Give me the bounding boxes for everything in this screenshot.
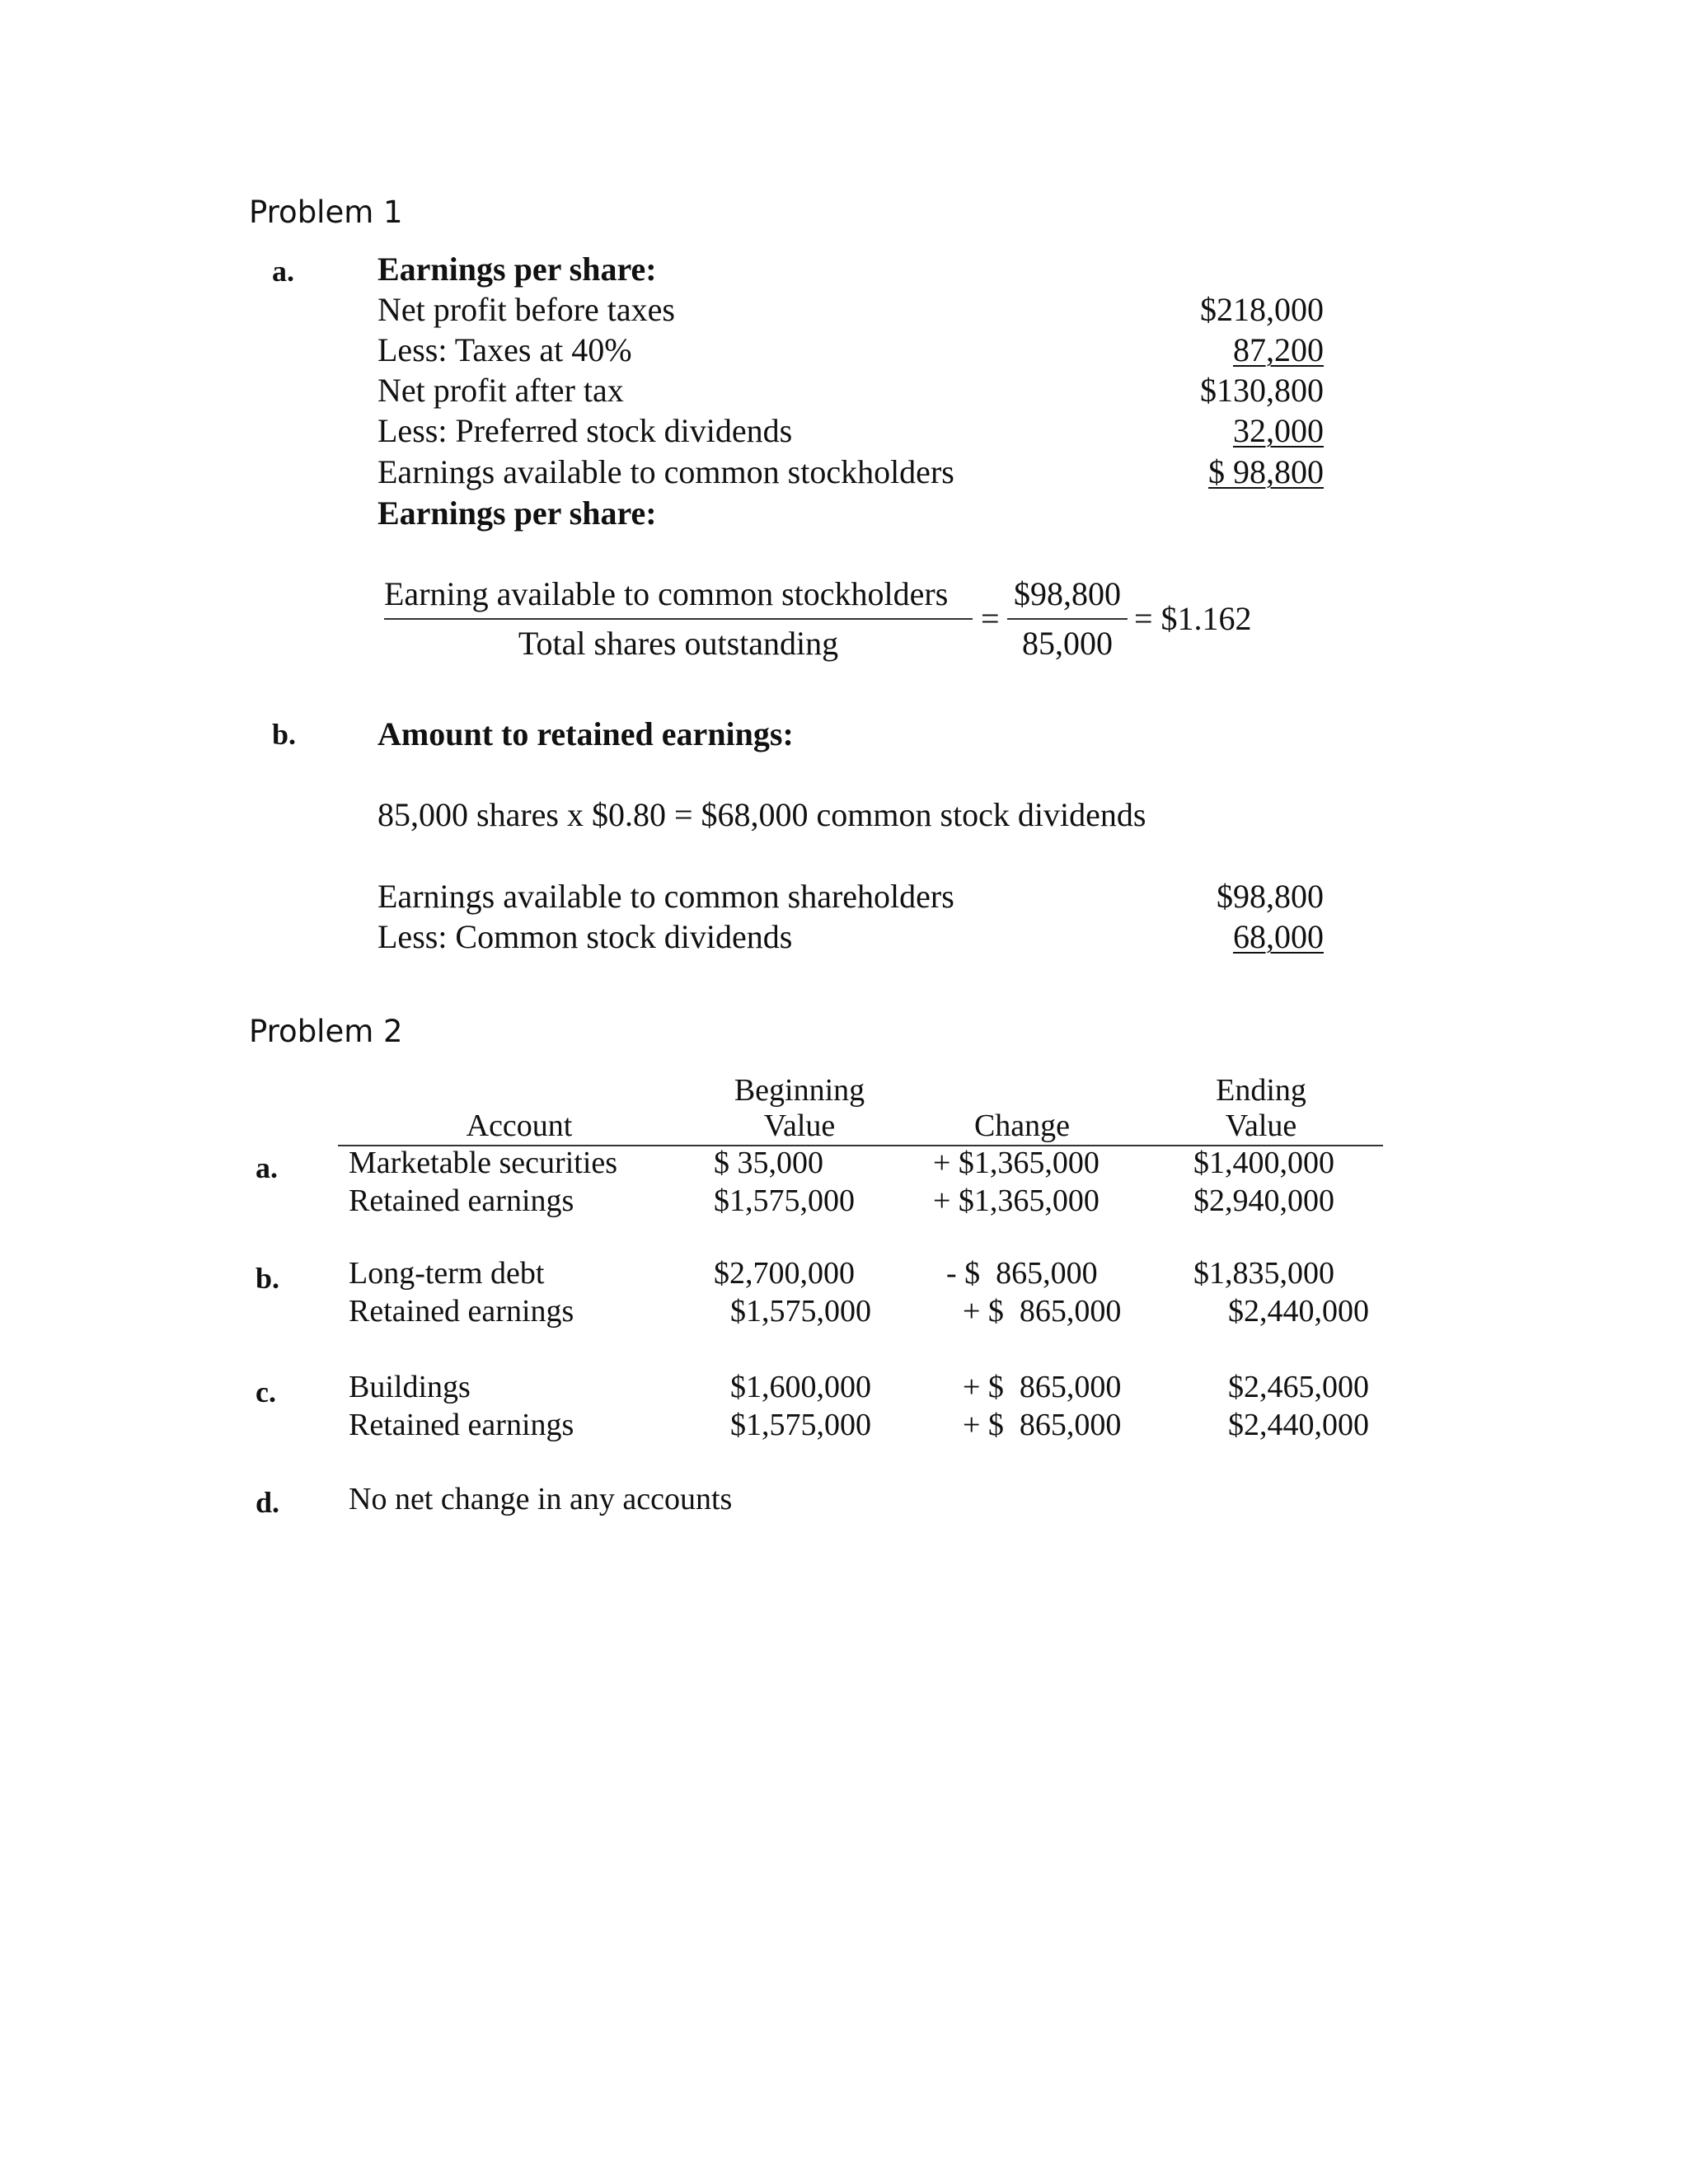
row-label-net-profit-before-taxes: Net profit before taxes <box>377 291 675 328</box>
row-label-preferred-dividends: Less: Preferred stock dividends <box>377 412 793 449</box>
formula-equals-sign: = <box>981 600 1000 637</box>
eps-subtitle: Earnings per share: <box>377 494 657 532</box>
problem-2-heading: Problem 2 <box>249 1014 403 1049</box>
table-ending: $1,835,000 <box>1193 1256 1334 1291</box>
row-value-net-profit-after-tax: $130,800 <box>1200 372 1324 409</box>
eps-title: Earnings per share: <box>377 251 657 288</box>
row-label-net-profit-after-tax: Net profit after tax <box>377 372 624 409</box>
table-account: Marketable securities <box>349 1146 618 1180</box>
table-beginning: $1,575,000 <box>714 1183 855 1218</box>
fraction-bar-right <box>1007 618 1128 620</box>
table-account: Long-term debt <box>349 1256 545 1291</box>
table-account: Retained earnings <box>349 1183 574 1218</box>
col-header-change: Change <box>973 1108 1071 1143</box>
row-value-preferred-dividends: 32,000 <box>1233 412 1324 449</box>
table-account: Retained earnings <box>349 1294 574 1329</box>
table-ending: $2,440,000 <box>1228 1294 1369 1329</box>
table-ending: $2,940,000 <box>1193 1183 1334 1218</box>
table-part-a-label: a. <box>256 1151 278 1184</box>
table-beginning: $ 35,000 <box>714 1146 823 1180</box>
row-label-taxes: Less: Taxes at 40% <box>377 331 632 368</box>
formula-numerator-value: $98,800 <box>1014 575 1121 612</box>
table-part-c-label: c. <box>256 1376 276 1408</box>
table-change: + $1,365,000 <box>933 1183 1100 1218</box>
retained-earnings-title: Amount to retained earnings: <box>377 715 794 752</box>
row-label-earnings-available: Earnings available to common stockholders <box>377 453 954 490</box>
table-beginning: $2,700,000 <box>714 1256 855 1291</box>
table-beginning: $1,600,000 <box>730 1370 871 1404</box>
col-header-ending-bottom: Value <box>1225 1108 1297 1143</box>
formula-result: = $1.162 <box>1134 600 1252 637</box>
table-part-b-label: b. <box>256 1262 280 1295</box>
table-change: - $ 865,000 <box>946 1256 1098 1291</box>
table-change: + $1,365,000 <box>933 1146 1100 1180</box>
col-header-beginning-top: Beginning <box>734 1073 865 1108</box>
row-value-earnings-available-shareholders: $98,800 <box>1217 878 1324 915</box>
table-part-d-label: d. <box>256 1486 280 1519</box>
fraction-bar-left <box>384 618 973 620</box>
table-beginning: $1,575,000 <box>730 1294 871 1329</box>
table-ending: $1,400,000 <box>1193 1146 1334 1180</box>
no-change-note: No net change in any accounts <box>349 1482 733 1516</box>
table-change: + $ 865,000 <box>963 1294 1122 1329</box>
table-ending: $2,440,000 <box>1228 1408 1369 1442</box>
table-account: Retained earnings <box>349 1408 574 1442</box>
problem-1-heading: Problem 1 <box>249 194 403 230</box>
formula-numerator-text: Earning available to common stockholders <box>384 575 949 612</box>
row-value-common-dividends: 68,000 <box>1233 918 1324 955</box>
row-value-earnings-available: $ 98,800 <box>1208 453 1324 490</box>
table-change: + $ 865,000 <box>963 1370 1122 1404</box>
col-header-beginning-bottom: Value <box>763 1108 836 1143</box>
row-label-earnings-available-shareholders: Earnings available to common shareholders <box>377 878 954 915</box>
part-a-label: a. <box>272 255 294 288</box>
table-ending: $2,465,000 <box>1228 1370 1369 1404</box>
row-value-net-profit-before-taxes: $218,000 <box>1200 291 1324 328</box>
col-header-ending-top: Ending <box>1216 1073 1306 1108</box>
col-header-account: Account <box>466 1108 573 1143</box>
row-value-taxes: 87,200 <box>1233 331 1324 368</box>
dividend-calculation: 85,000 shares x $0.80 = $68,000 common stock dividends <box>377 796 1146 833</box>
part-b-label: b. <box>272 718 297 751</box>
formula-denominator-text: Total shares outstanding <box>518 625 839 662</box>
table-account: Buildings <box>349 1370 471 1404</box>
table-change: + $ 865,000 <box>963 1408 1122 1442</box>
formula-denominator-value: 85,000 <box>1022 625 1113 662</box>
table-beginning: $1,575,000 <box>730 1408 871 1442</box>
row-label-common-dividends: Less: Common stock dividends <box>377 918 793 955</box>
